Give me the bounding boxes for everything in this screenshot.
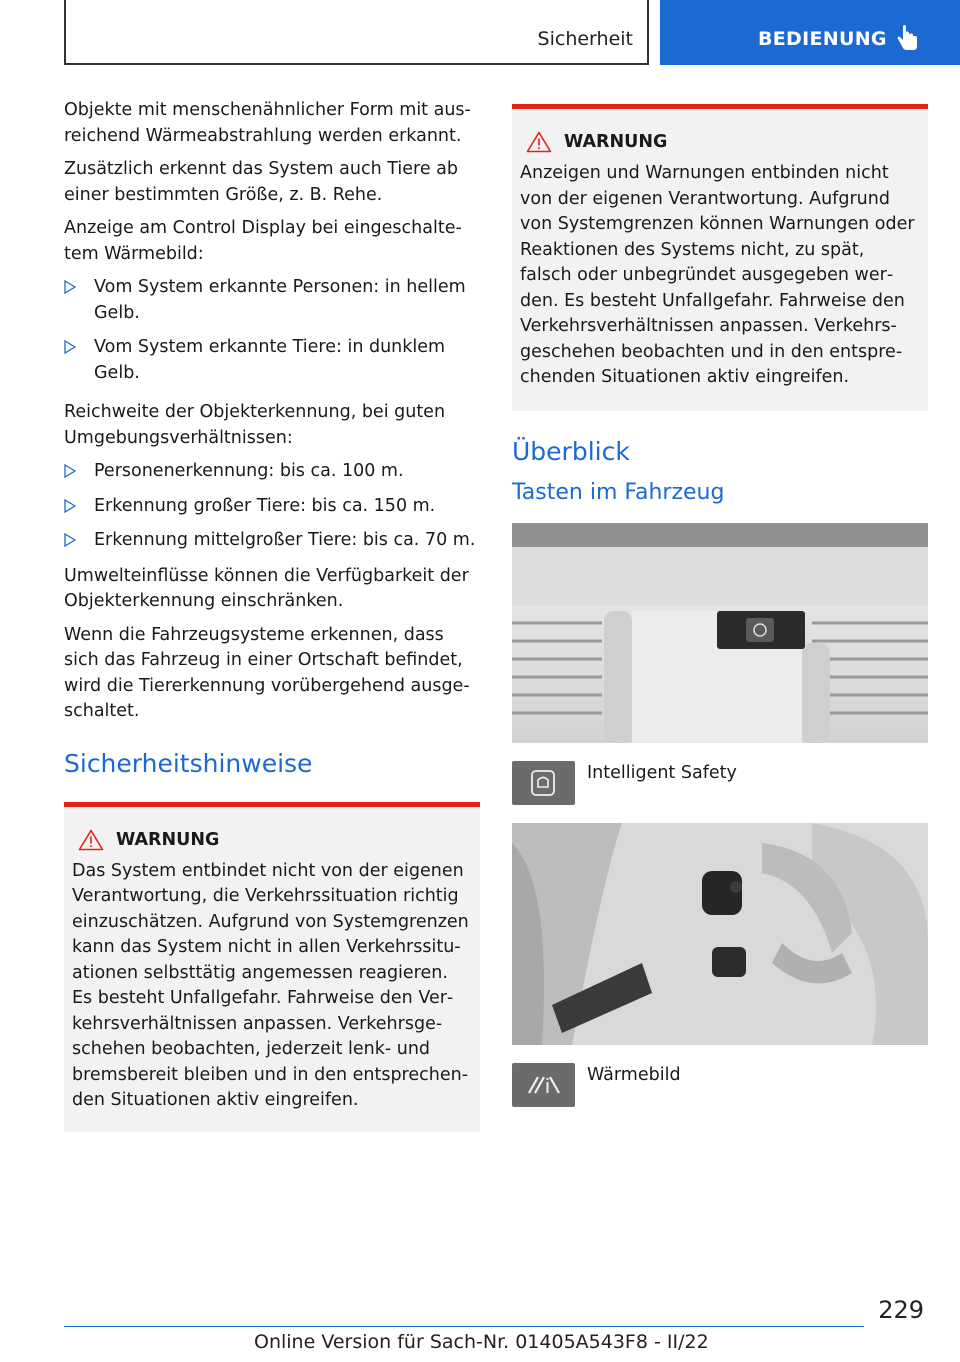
paragraph: Zusätzlich erkennt das System auch Tiere ab einer bestimmten Größe, z. B. Rehe.: [64, 159, 458, 205]
list-item: [64, 459, 480, 485]
left-column: [64, 98, 480, 1132]
chapter-tab-label: BEDIENUNG: [758, 28, 887, 50]
paragraph: Anzeige am Control Display bei eingeschaltetem Wärmebild:: [64, 218, 462, 264]
triangle-bullet-icon: [64, 280, 76, 294]
header-section-box: [64, 0, 649, 65]
warning-text: Anzeigen und Warnungen entbinden nicht von der eigenen Verantwortung. Aufgrund von Systemgrenzen können Warnungen oder Reaktionen des Systems nicht, zu spät, falsch oder unbegründet ausgegeben werden. Es besteht Unfallgefahr. Fahrweise den Verkehrsverhältnissen anpassen. Verkehrsgeschehen beobachten und in den entsprechenden Situationen aktiv eingreifen.: [520, 163, 915, 387]
night-vision-icon: [512, 1063, 575, 1107]
list-item: [64, 494, 480, 520]
subsection-heading: Tasten im Fahrzeug: [512, 479, 725, 505]
section-heading: Überblick: [512, 436, 630, 466]
list-item-text: Erkennung großer Tiere: bis ca. 150 m.: [94, 495, 436, 516]
display-colors-list: [64, 275, 480, 386]
footer-online-version: Online Version für Sach-Nr. 01405A543F8 - II/22: [254, 1331, 709, 1353]
button-legend-row: [512, 1063, 928, 1107]
warning-box: [64, 802, 480, 1132]
list-item: [64, 275, 480, 326]
steering-column-photo: [512, 823, 928, 1045]
triangle-bullet-icon: [64, 499, 76, 513]
warning-text: Das System entbindet nicht von der eigenen Verantwortung, die Verkehrssituation richtig einzuschätzen. Aufgrund von Systemgrenzen kann das System nicht in allen Verkehrssituationen selbsttätig angemessen reagieren. Es besteht Unfallgefahr. Fahrweise den Verkehrsverhältnissen anpassen. Verkehrsgeschehen beobachten, jederzeit lenk- und bremsbereit bleiben und in den entsprechenden Situationen aktiv eingreifen.: [72, 860, 469, 1110]
list-item-text: Vom System erkannte Tiere: in dunklem Gelb.: [94, 337, 446, 383]
right-column: [512, 104, 928, 1125]
button-label: Wärmebild: [587, 1064, 681, 1085]
footer-divider: [64, 1326, 864, 1327]
section-title: Sicherheit: [537, 28, 633, 50]
list-item-text: Erkennung mittelgroßer Tiere: bis ca. 70 m.: [94, 530, 476, 550]
chapter-tab[interactable]: [660, 0, 960, 65]
list-item: [64, 528, 480, 554]
paragraph: Wenn die Fahrzeugsysteme erkennen, dass sich das Fahrzeug in einer Ortschaft befindet, wird die Tiererkennung vorübergehend ausgeschaltet.: [64, 624, 470, 721]
warning-triangle-icon: [78, 829, 104, 851]
section-heading: Sicherheitshinweise: [64, 748, 313, 778]
hand-pointer-icon: [892, 24, 922, 54]
intelligent-safety-icon: [512, 761, 575, 805]
warning-title: WARNUNG: [564, 132, 668, 152]
warning-box: [512, 104, 928, 411]
paragraph: Objekte mit menschenähnlicher Form mit ausreichend Wärmeabstrahlung werden erkannt.: [64, 100, 471, 146]
list-item-text: Personenerkennung: bis ca. 100 m.: [94, 461, 404, 481]
range-list: [64, 459, 480, 554]
triangle-bullet-icon: [64, 533, 76, 547]
warning-header: [526, 131, 920, 153]
list-item-text: Vom System erkannte Personen: in hellem Gelb.: [94, 277, 466, 323]
button-legend-row: [512, 761, 928, 805]
paragraph: Reichweite der Objekterkennung, bei guten Umgebungsverhältnissen:: [64, 402, 446, 448]
page-number: 229: [878, 1296, 924, 1324]
dashboard-buttons-photo: [512, 523, 928, 743]
warning-header: [78, 829, 472, 851]
warning-triangle-icon: [526, 131, 552, 153]
warning-title: WARNUNG: [116, 829, 220, 850]
triangle-bullet-icon: [64, 464, 76, 478]
button-label: Intelligent Safety: [587, 762, 737, 783]
list-item: [64, 335, 480, 386]
triangle-bullet-icon: [64, 340, 76, 354]
paragraph: Umwelteinflüsse können die Verfügbarkeit der Objekterkennung einschränken.: [64, 565, 469, 611]
